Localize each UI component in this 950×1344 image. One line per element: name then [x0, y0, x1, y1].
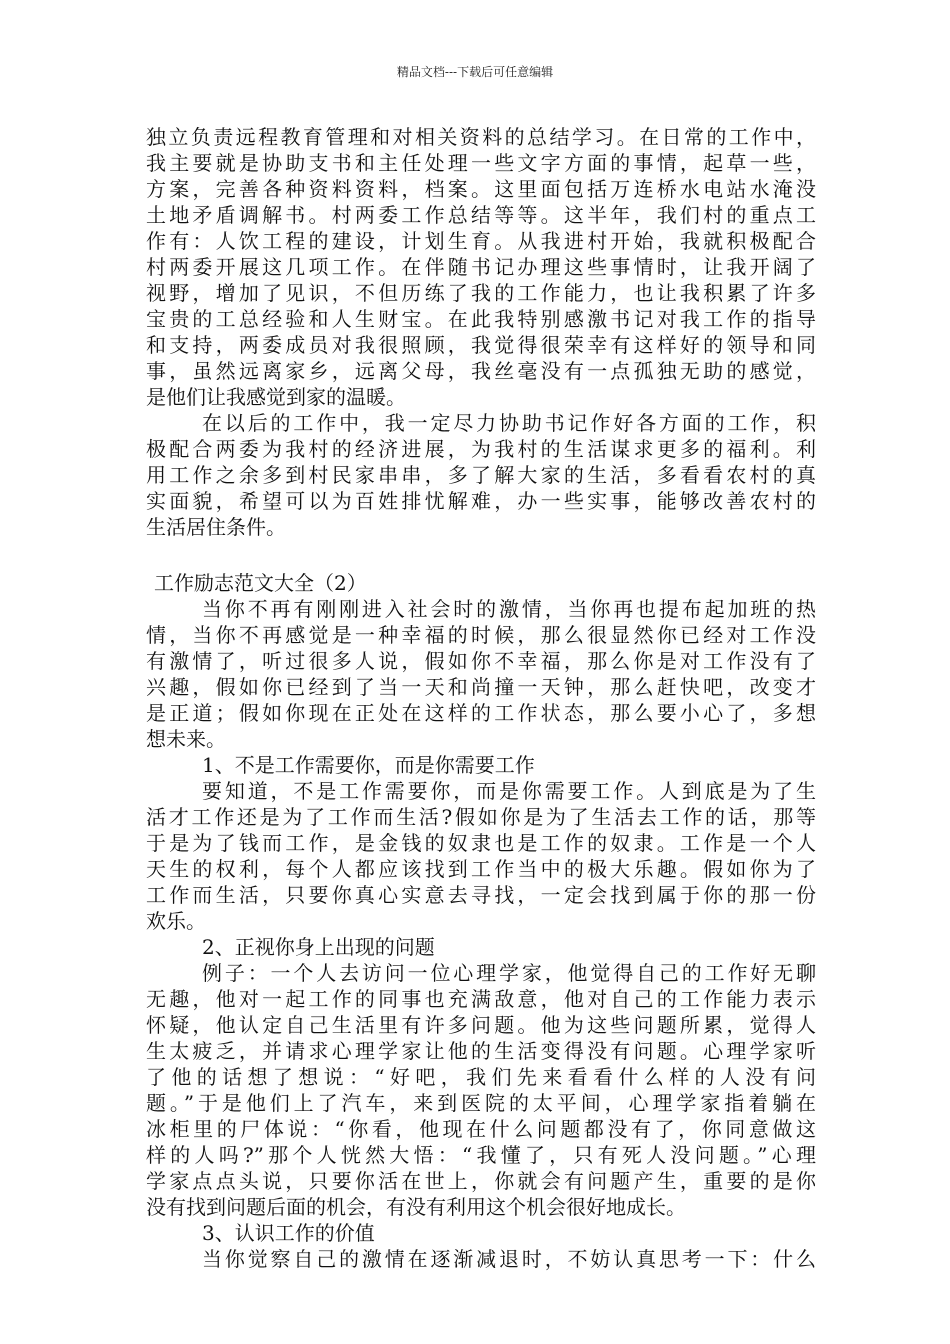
text-line: 事，虽然远离家乡，远离父母，我丝毫没有一点孤独无助的感觉， [146, 359, 816, 383]
paragraph [146, 124, 816, 410]
text-line: 了他的话想了想说：“好吧，我们先来看看什么样的人没有问 [146, 1065, 816, 1089]
blank-line [146, 540, 816, 570]
text-line: 没有找到问题后面的机会，有没有利用这个机会很好地成长。 [146, 1195, 686, 1219]
paragraph [146, 778, 816, 934]
subheading-text: 1、不是工作需要你，而是你需要工作 [202, 753, 535, 777]
text-line: 工作而生活，只要你真心实意去寻找，一定会找到属于你的那一份 [146, 883, 816, 907]
text-line: 活才工作还是为了工作而生活?假如你是为了生活去工作的话，那等 [146, 805, 816, 829]
text-line: 生太疲乏，并请求心理学家让他的生活变得没有问题。心理学家听 [146, 1039, 816, 1063]
paragraph [146, 1246, 816, 1272]
text-line: 视野，增加了见识，不但历练了我的工作能力，也让我积累了许多 [146, 281, 816, 305]
subheading [146, 934, 816, 960]
text-line: 土地矛盾调解书。村两委工作总结等等。这半年，我们村的重点工 [146, 203, 816, 227]
subheading-text: 2、正视你身上出现的问题 [202, 935, 435, 959]
text-line: 欢乐。 [146, 909, 206, 933]
text-line: 村两委开展这几项工作。在伴随书记办理这些事情时，让我开阔了 [146, 255, 816, 279]
text-line: 是正道；假如你现在正处在这样的工作状态，那么要小心了，多想 [146, 701, 816, 725]
text-line: 冰柜里的尸体说：“你看，他现在什么问题都没有了，你同意做这 [146, 1117, 816, 1141]
text-line: 有激情了，听过很多人说，假如你不幸福，那么你是对工作没有了 [146, 649, 816, 673]
text-line: 情，当你不再感觉是一种幸福的时候，那么很显然你已经对工作没 [146, 623, 816, 647]
text-line: 题。”于是他们上了汽车，来到医院的太平间，心理学家指着躺在 [146, 1091, 816, 1115]
text-line: 兴趣，假如你已经到了当一天和尚撞一天钟，那么赶快吧，改变才 [146, 675, 816, 699]
text-line: 于是为了钱而工作，是金钱的奴隶也是工作的奴隶。工作是一个人 [146, 831, 816, 855]
text-line: 在以后的工作中，我一定尽力协助书记作好各方面的工作，积 [202, 411, 816, 435]
subheading [146, 752, 816, 778]
paragraph [146, 410, 816, 540]
text-line: 用工作之余多到村民家串串，多了解大家的生活，多看看农村的真 [146, 463, 816, 487]
paragraph [146, 960, 816, 1220]
text-line: 是他们让我感觉到家的温暖。 [146, 385, 406, 409]
text-line: 当你不再有刚刚进入社会时的激情，当你再也提布起加班的热 [202, 597, 816, 621]
document-body [146, 124, 816, 1272]
text-line: 实面貌，希望可以为百姓排忧解难，办一些实事，能够改善农村的 [146, 489, 816, 513]
section-title [146, 570, 816, 596]
text-line: 方案，完善各种资料资料，档案。这里面包括万连桥水电站水淹没 [146, 177, 816, 201]
text-line: 作有：人饮工程的建设，计划生育。从我进村开始，我就积极配合 [146, 229, 816, 253]
subheading [146, 1220, 816, 1246]
text-line: 要知道，不是工作需要你，而是你需要工作。人到底是为了生 [202, 779, 816, 803]
text-line: 我主要就是协助支书和主任处理一些文字方面的事情，起草一些， [146, 151, 816, 175]
subheading-text: 3、认识工作的价值 [202, 1221, 375, 1245]
text-line: 天生的权利，每个人都应该找到工作当中的极大乐趣。假如你为了 [146, 857, 816, 881]
text-line: 例子：一个人去访问一位心理学家，他觉得自己的工作好无聊 [202, 961, 816, 985]
section-title-text: 工作励志范文大全（2） [154, 571, 367, 595]
text-line: 怀疑，他认定自己生活里有许多问题。他为这些问题所累，觉得人 [146, 1013, 816, 1037]
text-line: 极配合两委为我村的经济进展，为我村的生活谋求更多的福利。利 [146, 437, 816, 461]
text-line: 样的人吗?”那个人恍然大悟：“我懂了，只有死人没问题。”心理 [146, 1143, 816, 1167]
text-line: 学家点点头说，只要你活在世上，你就会有问题产生，重要的是你 [146, 1169, 816, 1193]
page-header: 精品文档---下载后可任意编辑 [396, 65, 554, 79]
text-line: 独立负责远程教育管理和对相关资料的总结学习。在日常的工作中， [146, 125, 816, 149]
text-line: 想未来。 [146, 727, 226, 751]
text-line: 无趣，他对一起工作的同事也充满敌意，他对自己的工作能力表示 [146, 987, 816, 1011]
paragraph [146, 596, 816, 752]
text-line: 当你觉察自己的激情在逐渐减退时，不妨认真思考一下：什么 [202, 1247, 816, 1271]
text-line: 宝贵的工总经验和人生财宝。在此我特别感激书记对我工作的指导 [146, 307, 816, 331]
text-line: 生活居住条件。 [146, 515, 286, 539]
text-line: 和支持，两委成员对我很照顾，我觉得很荣幸有这样好的领导和同 [146, 333, 816, 357]
